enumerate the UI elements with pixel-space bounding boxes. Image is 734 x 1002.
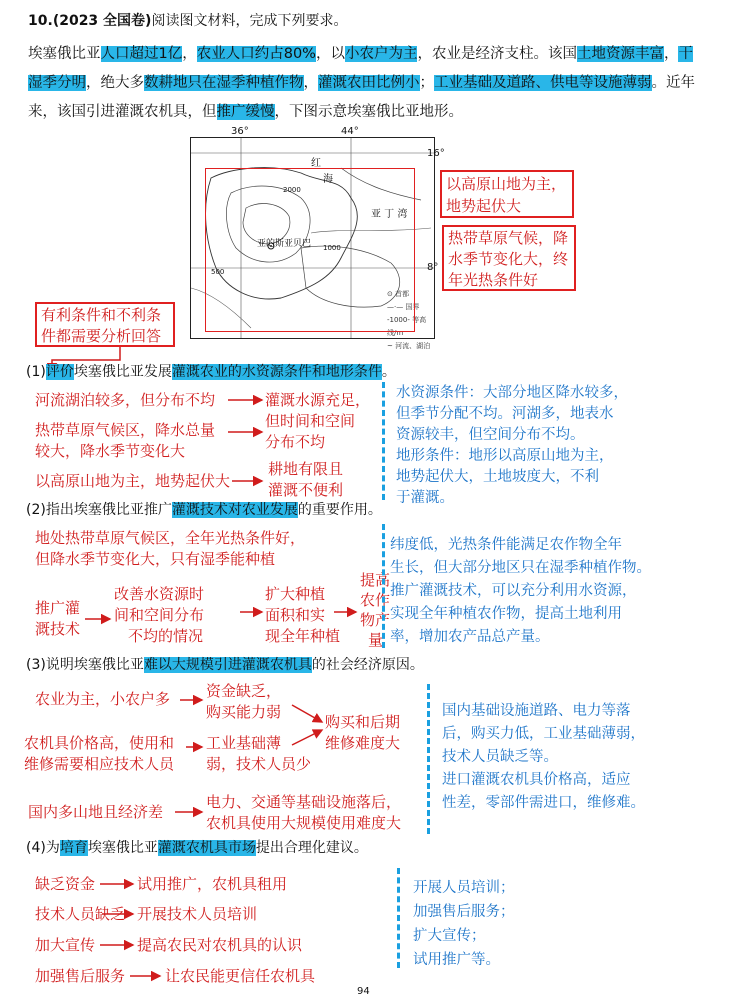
q1-note-b: [35, 420, 215, 462]
q1-note-line: 灌溉不便利: [268, 481, 344, 499]
legend-text: 首都: [395, 290, 410, 298]
q2-note-line: 地处热带草原气候区，全年光热条件好，: [35, 529, 306, 547]
q1-text: 。: [381, 364, 396, 380]
q4-text: 埃塞俄比亚: [87, 840, 158, 856]
passage-highlight: 小农户为主: [344, 46, 418, 62]
map-label-capital: 亚的斯亚贝巴: [257, 239, 312, 249]
q3-prompt: [26, 655, 424, 675]
q4-note-left: 加大宣传: [35, 936, 96, 954]
q1-topic: 灌溉农业的水资源条件和地形条件: [171, 364, 382, 380]
q2-answer-line: 纬度低，光热条件能满足农作物全年: [390, 537, 622, 553]
q1-note-line: 较大，降水季节变化大: [35, 442, 186, 460]
q3-note-line: 资金缺乏，: [206, 682, 282, 700]
q1-answer-line: 地形条件：地形以高原山地为主，: [396, 448, 614, 464]
question-instruction: 阅读图文材料，完成下列要求。: [151, 13, 348, 29]
legend-text: -1000-: [387, 316, 410, 324]
q2-note-line: 推广灌: [35, 599, 81, 617]
map-contour-2000: 2000: [283, 186, 301, 194]
q2-note-c: [114, 584, 204, 647]
question-source: (2023 全国卷): [52, 13, 152, 29]
page-number: 94: [357, 986, 370, 997]
q4-note-left: 加强售后服务: [35, 967, 126, 985]
q1-divider: [382, 382, 385, 500]
passage-highlight: 工业基础及道路、供电等设施薄弱: [434, 75, 652, 91]
q3-note-line: 购买和后期: [325, 713, 401, 731]
q3-note-line: 维修需要相应技术人员: [24, 755, 175, 773]
q1-answer-line: 但季节分配不均。河湖多，地表水: [396, 406, 614, 422]
q4-note-row: [35, 935, 303, 956]
q1-note-c: 以高原山地为主，地势起伏大: [35, 472, 231, 490]
passage-text: 来，该国引进灌溉农机具，但: [28, 104, 217, 120]
passage-highlight: 干: [678, 46, 693, 62]
q3-note-b: [206, 681, 281, 723]
q1-note-a2: 灌溉水源充足，: [265, 391, 371, 409]
q3-text: 的社会经济原因。: [311, 657, 424, 673]
legend-capital: ⊙ 首都: [387, 290, 410, 298]
q2-answer: [390, 534, 651, 649]
map-label-lon-44: 44°: [341, 126, 359, 137]
q4-note-left: 技术人员缺乏: [35, 905, 126, 923]
q2-text: 指出埃塞俄比亚推广: [45, 502, 172, 518]
q3-note-a: 农业为主，小农户多: [35, 690, 171, 708]
q3-answer-line: 国内基础设施道路、电力等落: [442, 703, 631, 719]
q1-answer-line: 于灌溉。: [396, 490, 454, 506]
legend-river: ~ 河流、湖泊: [387, 342, 431, 350]
passage-text: ，: [663, 46, 679, 62]
passage-highlight: 人口超过1亿: [100, 46, 183, 62]
q3-note-line: 购买能力弱: [206, 703, 282, 721]
q4-answer: [413, 876, 515, 972]
q3-answer-line: 后，购买力低，工业基础薄弱，: [442, 726, 645, 742]
q2-text: 的重要作用。: [297, 502, 382, 518]
callout-climate: [442, 225, 576, 291]
q4-answer-line: 加强售后服务；: [413, 904, 515, 920]
q2-num: (2): [26, 502, 46, 518]
q3-note-d: [24, 733, 174, 775]
q2-answer-line: 实现全年种植农作物，提高土地利用: [390, 606, 622, 622]
passage-text: 埃塞俄比亚: [28, 46, 101, 62]
q2-note-line: 现全年种植: [265, 627, 341, 645]
legend-text: 河流、湖泊: [395, 342, 431, 350]
q1-answer: [396, 383, 628, 509]
question-number: 10.: [28, 13, 53, 29]
q3-note-line: 农机具使用大规模使用难度大: [206, 814, 402, 832]
q4-answer-line: 试用推广等。: [413, 952, 500, 968]
q1-text: 埃塞俄比亚发展: [73, 364, 172, 380]
q2-note-e: [360, 570, 390, 650]
q2-note-line: 改善水资源时: [114, 585, 205, 603]
map-contour-1000: 1000: [323, 244, 341, 252]
callout-line: 地势起伏大: [446, 197, 522, 215]
q1-note-line: 耕地有限且: [268, 460, 344, 478]
passage-text: ，绝大多: [86, 75, 144, 91]
q2-note-line: 扩大种植: [265, 585, 326, 603]
q4-note-right: 试用推广，农机具租用: [137, 875, 288, 893]
passage-highlight: 灌溉农田比例小: [318, 75, 420, 91]
q4-note-right: 开展技术人员培训: [137, 905, 258, 923]
callout-line: 件都需要分析回答: [41, 327, 162, 345]
q3-answer-line: 进口灌溉农机具价格高，适应: [442, 772, 631, 788]
q1-note-a: 河流湖泊较多，但分布不均: [35, 391, 216, 409]
q1-note-line: 但时间和空间: [265, 412, 356, 430]
q2-answer-line: 推广灌溉技术，可以充分利用水资源，: [390, 583, 637, 599]
q3-note-line: 弱，技术人员少: [206, 755, 312, 773]
q2-topic: 灌溉技术对农业发展: [171, 502, 298, 518]
q3-note-line: 农机具价格高，使用和: [24, 734, 175, 752]
map-focus-rect: [205, 168, 415, 332]
q2-answer-line: 生长，但大部分地区只在湿季种植作物。: [390, 560, 651, 576]
legend-text: 国界: [405, 303, 420, 311]
callout-line: 以高原山地为主，: [446, 175, 567, 193]
callout-line: 年光热条件好: [448, 271, 539, 289]
q2-note-line: 但降水季节变化大，只有湿季能种植: [35, 550, 276, 568]
q3-note-line: 维修难度大: [325, 734, 401, 752]
q1-note-line: 热带草原气候区，降水总量: [35, 421, 216, 439]
passage-text: ；: [419, 75, 434, 91]
map-contour-500: 500: [211, 268, 225, 276]
passage-line: [28, 40, 718, 69]
map-label-lat-8: 8°: [427, 262, 439, 273]
map-label-red: 红: [311, 158, 321, 169]
q4-answer-line: 扩大宣传；: [413, 928, 486, 944]
passage-highlight: 农业人口约占80%: [196, 46, 316, 62]
q3-answer: [442, 700, 645, 815]
passage-highlight: 湿季分明: [28, 75, 86, 91]
legend-text: 等高线/m: [387, 316, 427, 337]
passage-line: [28, 69, 718, 98]
passage-text: ，: [182, 46, 197, 62]
callout-terrain: [440, 170, 574, 218]
passage-text: 。近年: [651, 75, 695, 91]
q4-note-right: 提高农民对农机具的认识: [137, 936, 303, 954]
q1-note-c2: [268, 459, 343, 501]
q2-prompt: [26, 500, 382, 520]
callout-line: 热带草原气候，降: [448, 229, 569, 247]
q4-note-left: 缺乏资金: [35, 875, 96, 893]
q3-text: 说明埃塞俄比亚: [45, 657, 144, 673]
question-header: [28, 10, 347, 30]
q2-note-line: 物产: [360, 611, 391, 629]
q1-answer-line: 地势起伏大，土地坡度大，不利: [396, 469, 599, 485]
q1-answer-line: 水资源条件：大部分地区降水较多，: [396, 385, 628, 401]
q3-topic: 难以大规模引进灌溉农机具: [143, 657, 312, 673]
q2-note-line: 农作: [360, 591, 391, 609]
q4-num: (4): [26, 840, 46, 856]
passage-text: ，以: [315, 46, 345, 62]
q4-topic: 灌溉农机具市场: [157, 840, 256, 856]
legend-border: —·— 国界: [387, 303, 420, 311]
q3-note-e: [206, 733, 311, 775]
q4-prompt: [26, 838, 368, 858]
q1-answer-line: 资源较丰，但空间分布不均。: [396, 427, 585, 443]
q2-note-line: 量: [368, 631, 384, 649]
q4-note-right: 让农民能更信任农机具: [165, 967, 316, 985]
q2-note-line: 间和空间分布: [114, 606, 205, 624]
passage-text: ，农业是经济支柱。该国: [417, 46, 577, 62]
q4-text: 为: [45, 840, 60, 856]
q3-note-line: 工业基础薄: [206, 734, 282, 752]
q4-note-row: [35, 904, 258, 925]
q3-note-line: 电力、交通等基础设施落后，: [206, 793, 402, 811]
q2-note-line: 面积和实: [265, 606, 326, 624]
map-label-sea: 海: [323, 174, 333, 185]
q3-note-f: 国内多山地且经济差: [28, 803, 164, 821]
q2-note-line: 提高: [360, 571, 391, 589]
passage-highlight: 土地资源丰富: [576, 46, 664, 62]
q2-note-line: 溉技术: [35, 620, 81, 638]
passage-highlight: 数耕地只在湿季种植作物: [144, 75, 304, 91]
q3-num: (3): [26, 657, 46, 673]
q1-note-b2: [265, 411, 355, 453]
q2-note-d: [265, 584, 340, 647]
passage-text: ，下图示意埃塞俄比亚地形。: [274, 104, 463, 120]
q4-note-row: [35, 966, 316, 987]
q1-verb: 评价: [45, 364, 74, 380]
q4-answer-line: 开展人员培训；: [413, 880, 515, 896]
passage-line: [28, 98, 718, 127]
q2-note-line: 不均的情况: [128, 627, 204, 645]
q3-note-g: [206, 792, 401, 834]
map-label-lon-36: 36°: [231, 126, 249, 137]
callout-line: 水季节变化大，终: [448, 250, 569, 268]
q4-note-row: [35, 874, 288, 895]
q2-answer-line: 率，增加农产品总产量。: [390, 629, 550, 645]
q4-text: 提出合理化建议。: [255, 840, 368, 856]
q3-divider: [427, 684, 430, 834]
q3-note-c: [325, 712, 400, 754]
passage-text: ，: [303, 75, 318, 91]
q4-divider: [397, 868, 400, 968]
q4-verb: 培育: [59, 840, 88, 856]
q1-num: (1): [26, 364, 46, 380]
q2-note-a: [35, 528, 305, 570]
q2-note-b: [35, 598, 80, 640]
map-label-lat-16: 16°: [427, 148, 445, 159]
map-label-gulf: 亚 丁 湾: [371, 209, 408, 220]
q2-divider: [382, 524, 385, 648]
q3-answer-line: 技术人员缺乏等。: [442, 749, 558, 765]
passage-highlight: 推广缓慢: [216, 104, 275, 120]
passage: [28, 40, 718, 127]
callout-analyze: [35, 302, 175, 347]
callout-line: 有利条件和不利条: [41, 306, 162, 324]
q3-answer-line: 性差，零部件需进口，维修难。: [442, 795, 645, 811]
q1-note-line: 分布不均: [265, 433, 326, 451]
q1-prompt: [26, 362, 396, 382]
